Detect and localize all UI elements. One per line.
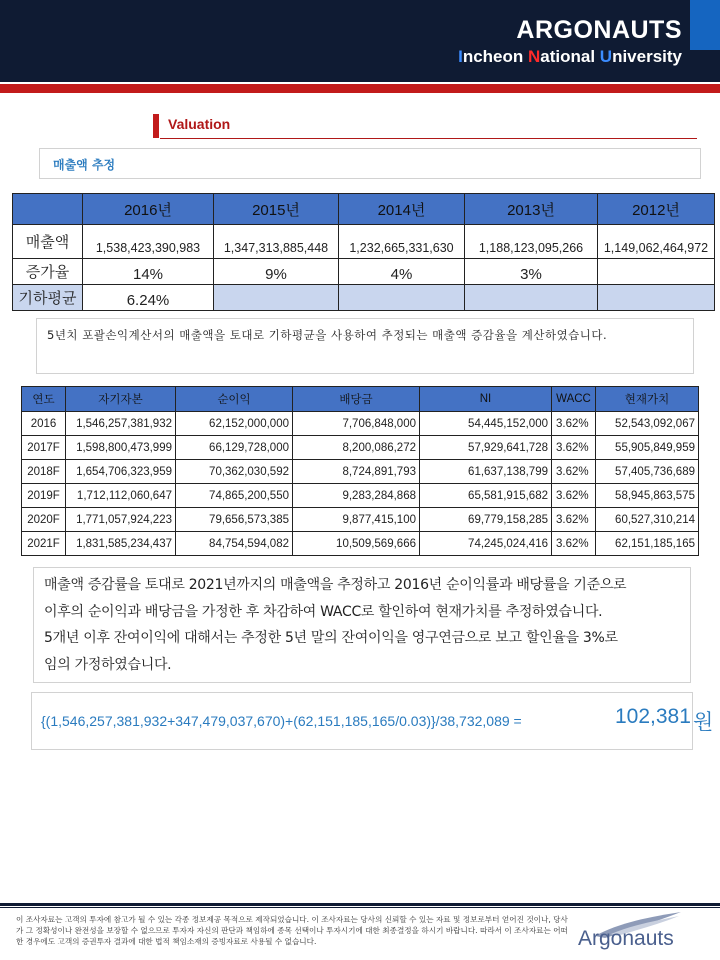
- formula-unit: 원: [693, 710, 714, 734]
- growth-cell: 3%: [465, 259, 598, 285]
- table-cell: 10,509,569,666: [293, 532, 420, 556]
- brand-subtitle: Incheon National University: [458, 47, 682, 66]
- table-cell: 84,754,594,082: [176, 532, 293, 556]
- table-cell: 65,581,915,682: [420, 484, 552, 508]
- table-cell: 60,527,310,214: [596, 508, 699, 532]
- section-marker: [153, 114, 159, 138]
- growth-cell: 14%: [83, 259, 214, 285]
- table-cell: 55,905,849,959: [596, 436, 699, 460]
- table-row: [22, 508, 699, 532]
- revenue-cell: 1,347,313,885,448: [214, 225, 339, 259]
- logo-text: Argonauts: [578, 927, 674, 950]
- table-cell: 70,362,030,592: [176, 460, 293, 484]
- revenue-cell: 1,232,665,331,630: [339, 225, 465, 259]
- table-cell: 2021F: [22, 532, 66, 556]
- valuation-formula-box: [31, 692, 714, 750]
- column-header: 현재가치: [596, 387, 699, 412]
- empty-cell: [465, 285, 598, 311]
- row-header: 증가율: [13, 259, 83, 285]
- brand-title: ARGONAUTS: [516, 16, 682, 44]
- table-cell: 74,245,024,416: [420, 532, 552, 556]
- table-cell: 66,129,728,000: [176, 436, 293, 460]
- row-header: 기하평균: [13, 285, 83, 311]
- table-row: [13, 225, 715, 259]
- table-cell: 1,654,706,323,959: [66, 460, 176, 484]
- table-cell: 2020F: [22, 508, 66, 532]
- table-cell: 54,445,152,000: [420, 412, 552, 436]
- method-note-line: 5개년 이후 잔여이익에 대해서는 추정한 5년 말의 잔여이익을 영구연금으로 보고 할인율을 3%로: [44, 630, 618, 646]
- table-cell: 79,656,573,385: [176, 508, 293, 532]
- year-header: 2012년: [598, 194, 715, 225]
- table-row: [22, 532, 699, 556]
- subsection-box: [39, 148, 701, 179]
- disclaimer-text: 이 조사자료는 고객의 투자에 참고가 될 수 있는 각종 정보제공 목적으로 제작되었습니다. 이 조사자료는 당사의 신뢰할 수 있는 자료 및 정보로부터 얻어진 것이나, 당사가 그 정확성이나 완전성을 보장할 수 없으므로 투자자 자신의 판단과 책임하에 종목 선택이나 투자시기에 대한 최종결정을 하시기 바랍니다. 따라서 이 조사자료는 어떠한 경우에도 고객의 증권투자 결과에 대한 법적 책임소재의 증빙자료로 사용될 수 없습니다.: [16, 915, 568, 946]
- year-header: 2014년: [339, 194, 465, 225]
- section-title: Valuation: [168, 116, 231, 132]
- valuation-table: [21, 386, 699, 556]
- table-cell: 1,546,257,381,932: [66, 412, 176, 436]
- empty-cell: [339, 285, 465, 311]
- table-cell: 2018F: [22, 460, 66, 484]
- column-header: 자기자본: [66, 387, 176, 412]
- table-cell: 1,712,112,060,647: [66, 484, 176, 508]
- table-cell: 3.62%: [552, 508, 596, 532]
- header-red-divider: [0, 84, 720, 93]
- table-row: [13, 285, 715, 311]
- table-cell: 7,706,848,000: [293, 412, 420, 436]
- empty-cell: [598, 285, 715, 311]
- geomean-cell: 6.24%: [83, 285, 214, 311]
- table-cell: 1,831,585,234,437: [66, 532, 176, 556]
- table-row: [22, 436, 699, 460]
- row-header: 매출액: [13, 225, 83, 259]
- table-cell: 1,771,057,924,223: [66, 508, 176, 532]
- table-corner-cell: [13, 194, 83, 225]
- method-note-line: 매출액 증감률을 토대로 2021년까지의 매출액을 추정하고 2016년 순이익률과 배당률을 기준으로: [44, 577, 627, 593]
- page-header: [0, 0, 720, 82]
- table-cell: 8,724,891,793: [293, 460, 420, 484]
- growth-cell: 4%: [339, 259, 465, 285]
- table-row: [22, 484, 699, 508]
- header-accent-block: [690, 0, 720, 50]
- year-header: 2013년: [465, 194, 598, 225]
- table-row: [22, 412, 699, 436]
- table-cell: 61,637,138,799: [420, 460, 552, 484]
- revenue-cell: 1,149,062,464,972: [598, 225, 715, 259]
- table-cell: 57,929,641,728: [420, 436, 552, 460]
- revenue-growth-table: [12, 193, 715, 311]
- table-cell: 74,865,200,550: [176, 484, 293, 508]
- table-cell: 3.62%: [552, 412, 596, 436]
- table-cell: 3.62%: [552, 484, 596, 508]
- table-row: [22, 460, 699, 484]
- table-cell: 57,405,736,689: [596, 460, 699, 484]
- table-cell: 2016: [22, 412, 66, 436]
- revenue-cell: 1,188,123,095,266: [465, 225, 598, 259]
- revenue-cell: 1,538,423,390,983: [83, 225, 214, 259]
- table-cell: 69,779,158,285: [420, 508, 552, 532]
- footer-rule: [0, 903, 720, 906]
- subsection-title: 매출액 추정: [53, 158, 116, 172]
- table-cell: 3.62%: [552, 436, 596, 460]
- column-header: WACC: [552, 387, 596, 412]
- table-cell: 62,152,000,000: [176, 412, 293, 436]
- table-cell: 3.62%: [552, 460, 596, 484]
- table-cell: 58,945,863,575: [596, 484, 699, 508]
- year-header: 2015년: [214, 194, 339, 225]
- section-rule: [160, 138, 697, 139]
- method-note-line: 임의 가정하였습니다.: [44, 656, 172, 673]
- growth-cell: [598, 259, 715, 285]
- empty-cell: [214, 285, 339, 311]
- table-cell: 8,200,086,272: [293, 436, 420, 460]
- column-header: 순이익: [176, 387, 293, 412]
- table-cell: 9,283,284,868: [293, 484, 420, 508]
- column-header: 배당금: [293, 387, 420, 412]
- table-cell: 1,598,800,473,999: [66, 436, 176, 460]
- geomean-note: 5년치 포괄손익계산서의 매출액을 토대로 기하평균을 사용하여 추정되는 매출액 증감율을 계산하였습니다.: [36, 318, 694, 374]
- table-header-row: [22, 387, 699, 412]
- table-cell: 62,151,185,165: [596, 532, 699, 556]
- method-note: [33, 567, 691, 683]
- column-header: NI: [420, 387, 552, 412]
- formula-expression: {(1,546,257,381,932+347,479,037,670)+(62,151,185,165/0.03)}/38,732,089 =: [41, 713, 522, 729]
- table-cell: 2019F: [22, 484, 66, 508]
- table-cell: 52,543,092,067: [596, 412, 699, 436]
- table-row: [13, 259, 715, 285]
- formula-result: 102,381: [615, 705, 691, 728]
- table-cell: 2017F: [22, 436, 66, 460]
- table-cell: 3.62%: [552, 532, 596, 556]
- table-cell: 9,877,415,100: [293, 508, 420, 532]
- method-note-line: 이후의 순이익과 배당금을 가정한 후 차감하여 WACC로 할인하여 현재가치를 추정하였습니다.: [44, 603, 603, 620]
- year-header: 2016년: [83, 194, 214, 225]
- column-header: 연도: [22, 387, 66, 412]
- growth-cell: 9%: [214, 259, 339, 285]
